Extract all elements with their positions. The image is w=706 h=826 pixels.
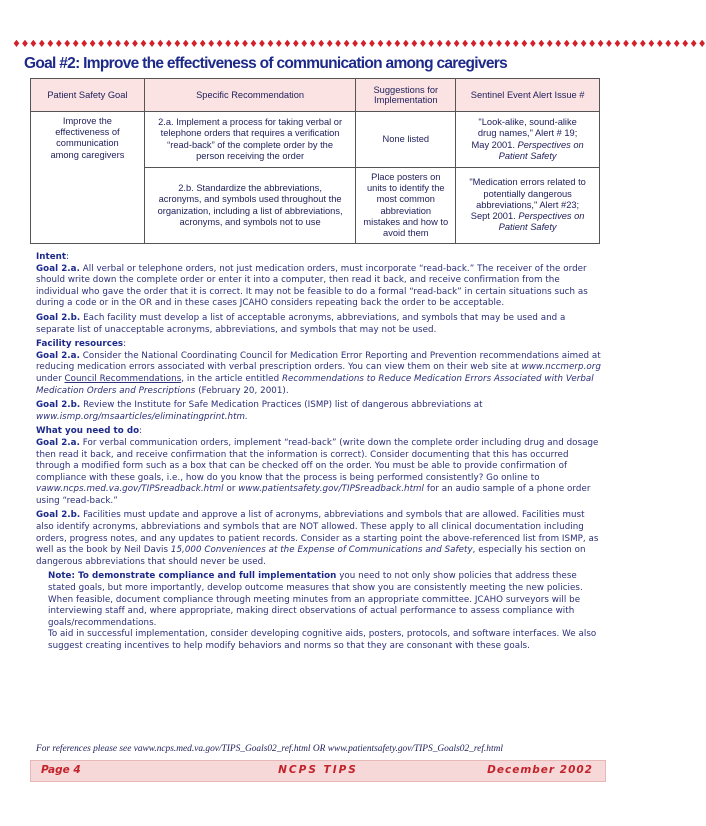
alert-publication-line: Patient Safety xyxy=(498,150,557,161)
todo-goal-2b-label: Goal 2.b. xyxy=(36,510,81,521)
resources-article-text: , in the article entitled xyxy=(181,373,280,384)
alert-2b xyxy=(456,168,600,244)
note-paragraph xyxy=(48,571,604,629)
note-text: you need to not only show policies that address these stated goals, but more importantly, develop outcome measures that show you are consistently meeting the new policies. When feasible, document compliance through meeting minutes from an appropriate committee. JCAHO surveyors will be interviewing staff and, where appropriate, making direct observations of actual performance to assess compliance with goals/recommendations. xyxy=(48,571,583,628)
alert-line: abbreviations," Alert #23; xyxy=(476,199,580,210)
goal-line: effectiveness of xyxy=(55,127,120,138)
todo-goal-2b-tail: , especially his section on dangerous abbreviations that should never be used. xyxy=(36,545,586,567)
intent-goal-2b-label: Goal 2.b. xyxy=(36,312,81,323)
suggestion-2b xyxy=(356,168,456,244)
goal-line: among caregivers xyxy=(50,149,125,160)
footer-page-number: Page 4 xyxy=(41,764,81,776)
resources-goal-2a-text: Consider the National Coordinating Council for Medication Error Reporting and Prevention recommendations aimed at reducing medication errors associated with verbal prescription orders. You can view them on their web site at xyxy=(36,350,601,373)
header-patient-safety-goal: Patient Safety Goal xyxy=(31,79,145,112)
resources-goal-2b-text: Review the Institute for Safe Medication Practices (ISMP) list of dangerous abbreviations at xyxy=(83,400,483,411)
vaww-readback-link[interactable]: vaww.ncps.med.va.gov/TIPSreadback.html xyxy=(36,484,224,495)
todo-goal-2b xyxy=(36,510,604,568)
ismp-link[interactable]: www.ismp.org/msaarticles/eliminatingprint.htm. xyxy=(36,411,248,422)
table-row xyxy=(31,112,600,168)
resources-label: Facility resources xyxy=(36,339,124,350)
article-title: Recommendations to Reduce Medication Errors Associated with Verbal Medication Orders and Prescriptions xyxy=(36,373,594,396)
resources-under-text: under xyxy=(36,373,62,384)
intent-goal-2a-label: Goal 2.a. xyxy=(36,263,80,274)
nccmerp-link[interactable]: www.nccmerp.org xyxy=(521,362,601,373)
header-sentinel-alert: Sentinel Event Alert Issue # xyxy=(456,79,600,112)
note-text-2: To aid in successful implementation, consider developing cognitive aids, posters, protocols, and software interfaces. We also suggest creating incentives to help modify behaviors and norms so that they are consonant with these goals. xyxy=(48,629,597,651)
todo-goal-2a-label: Goal 2.a. xyxy=(36,437,80,448)
suggestion-2a: None listed xyxy=(356,112,456,168)
suggestion-line: avoid them xyxy=(383,227,429,238)
rec-line: “read-back” of the complete order by the xyxy=(167,139,334,150)
todo-goal-2b-text: Facilities must update and approve a list of acronyms, abbreviations and symbols that are allowed. Facilities must also identify acronyms, abbreviations and symbols that are NOT allowed. These apply to all clinical documentation including orders, progress notes, and any updates to patient records. Consider as a starting point the above-referenced list from ISMP, as well as the book by Neil Davis xyxy=(36,510,599,556)
note-paragraph xyxy=(48,629,604,652)
header-specific-recommendation: Specific Recommendation xyxy=(144,79,356,112)
todo-section: What you need to do: Goal 2.a. For verbal communication orders, implement “read-back” (write down the complete order including drug and dosage then read it back, and receive confirmation that the information is correct). Consider documenting that this has occurred through a modified form such as a box that can be checked off on the order. You must be able to provide confirmation of compliance with these goals, i.e., how do you know that the process is being performed consistently? Go online to vaww.ncps.med.va.gov/TIPSreadback.html or www.patientsafety.gov/TIPSreadback.html for an audio sample of a phone order using “read-back.” xyxy=(36,426,599,506)
todo-goal-2a-text: For verbal communication orders, implement “read-back” (write down the complete order including drug and dosage then read it back, and receive confirmation that the information is correct). Consider documenting that this has occurred through a modified form such as a box that can be checked off on the order. You must be able to provide confirmation of compliance with these goals, i.e., how do you know that the process is being performed consistently? Go online to xyxy=(36,437,599,483)
todo-label: What you need to do xyxy=(36,426,140,437)
alert-publication: Perspectives on xyxy=(518,211,585,222)
suggestion-line: units to identify the xyxy=(367,183,445,194)
article-date: (February 20, 2001). xyxy=(198,385,289,396)
diamond-border-decoration: ♦♦♦♦♦♦♦♦♦♦♦♦♦♦♦♦♦♦♦♦♦♦♦♦♦♦♦♦♦♦♦♦♦♦♦♦♦♦♦♦♦♦♦♦♦♦♦♦♦♦♦♦♦♦♦♦♦♦♦♦♦♦♦♦♦♦♦♦♦♦♦♦♦♦♦♦♦♦♦♦♦♦ xyxy=(12,39,706,50)
resources-goal-2a-label: Goal 2.a. xyxy=(36,350,80,361)
recommendation-2a xyxy=(144,112,356,168)
rec-line: acronyms, and symbols not to use xyxy=(179,216,321,227)
intent-goal-2b xyxy=(36,313,604,336)
intent-goal-2a-text: All verbal or telephone orders, not just medication orders, must incorporate “read-back.” The receiver of the order should write down the complete order or enter it into a computer, then read it back, and receive confirmation from the individual who gave the order that it is correct. It may not be feasible to do a formal “read-back” in certain situations such as during a code or in the OR and in these cases JCAHO considers repeating back the order to be acceptable. xyxy=(36,263,588,309)
alert-publication: Perspectives on xyxy=(517,139,584,150)
patientsafety-readback-link[interactable]: www.patientsafety.gov/TIPSreadback.html xyxy=(238,484,425,495)
goal-line: communication xyxy=(56,138,119,149)
book-title: 15,000 Conveniences at the Expense of Communications and Safety xyxy=(170,545,473,556)
recommendation-2b xyxy=(144,168,356,244)
table-header-row xyxy=(31,79,600,112)
suggestion-line: Place posters on xyxy=(371,171,441,182)
intent-goal-2b-text: Each facility must develop a list of acceptable acronyms, abbreviations, and symbols that may be used and a separate list of unacceptable acronyms, abbreviations, and symbols that may not be used. xyxy=(36,312,566,335)
alert-publication-line: Patient Safety xyxy=(498,222,557,233)
suggestion-line: abbreviation xyxy=(380,205,432,216)
goal-title: Goal #2: Improve the effectiveness of communication among caregivers xyxy=(24,55,508,72)
body-text xyxy=(36,252,604,653)
rec-line: acronyms, and symbols used throughout the xyxy=(158,194,342,205)
todo-or: or xyxy=(226,484,236,495)
council-recommendations-link[interactable]: Council Recommendations xyxy=(64,373,182,384)
todo-audio-text: for an audio sample of a phone order using “read-back.” xyxy=(36,484,591,506)
rec-line: 2.b. Standardize the abbreviations, xyxy=(178,183,322,194)
note-label: Note: To demonstrate compliance and full implementation xyxy=(48,571,337,582)
alert-date: May 2001. xyxy=(471,139,515,150)
compliance-note xyxy=(48,571,604,652)
goal-cell xyxy=(31,112,145,244)
page-footer xyxy=(30,760,606,782)
footer-date: December 2002 xyxy=(487,764,593,776)
alert-line: "Medication errors related to xyxy=(469,177,586,188)
alert-2a xyxy=(456,112,600,168)
resources-goal-2b xyxy=(36,400,604,423)
header-suggestions: Suggestions for Implementation xyxy=(356,79,456,112)
alert-line: drug names," Alert # 19; xyxy=(477,128,578,139)
alert-line xyxy=(459,140,596,151)
intent-label: Intent xyxy=(36,252,67,262)
resources-goal-2b-label: Goal 2.b. xyxy=(36,400,81,411)
rec-line: organization, including a list of abbreviations, xyxy=(157,205,343,216)
goal-line: Improve the xyxy=(62,116,112,126)
suggestion-line: most common xyxy=(376,194,435,205)
alert-date: Sept 2001. xyxy=(470,211,516,222)
rec-line: person receiving the order xyxy=(196,150,305,161)
footer-title: NCPS TIPS xyxy=(278,764,358,776)
alert-line xyxy=(459,211,596,222)
goals-table xyxy=(30,78,600,244)
rec-line: telephone orders that requires a verification xyxy=(160,128,340,139)
rec-line: 2.a. Implement a process for taking verbal or xyxy=(158,117,343,128)
suggestion-line: mistakes and how to xyxy=(363,216,449,227)
alert-line: "Look-alike, sound-alike xyxy=(478,117,577,128)
resources-section: Facility resources: Goal 2.a. Consider the National Coordinating Council for Medication Error Reporting and Prevention recommendations aimed at reducing medication errors associated with verbal prescription orders. You can view them on their web site at www.nccmerp.org under Council Recommendations, in the article entitled Recommendations to Reduce Medication Errors Associated with Verbal Medication Orders and Prescriptions (February 20, 2001). xyxy=(36,339,601,396)
alert-line: potentially dangerous xyxy=(483,188,572,199)
intent-section: Intent: Goal 2.a. All verbal or telephone orders, not just medication orders, must incorporate “read-back.” The receiver of the order should write down the complete order or enter it into a computer, then read it back, and receive confirmation from the individual who gave the order that it is correct. It may not be feasible to do a formal “read-back” in certain situations such as during a code or in the OR and in these cases JCAHO considers repeating back the order to be acceptable. xyxy=(36,252,588,309)
references-line: For references please see vaww.ncps.med.va.gov/TIPS_Goals02_ref.html OR www.patientsafety.gov/TIPS_Goals02_ref.html xyxy=(36,744,503,754)
